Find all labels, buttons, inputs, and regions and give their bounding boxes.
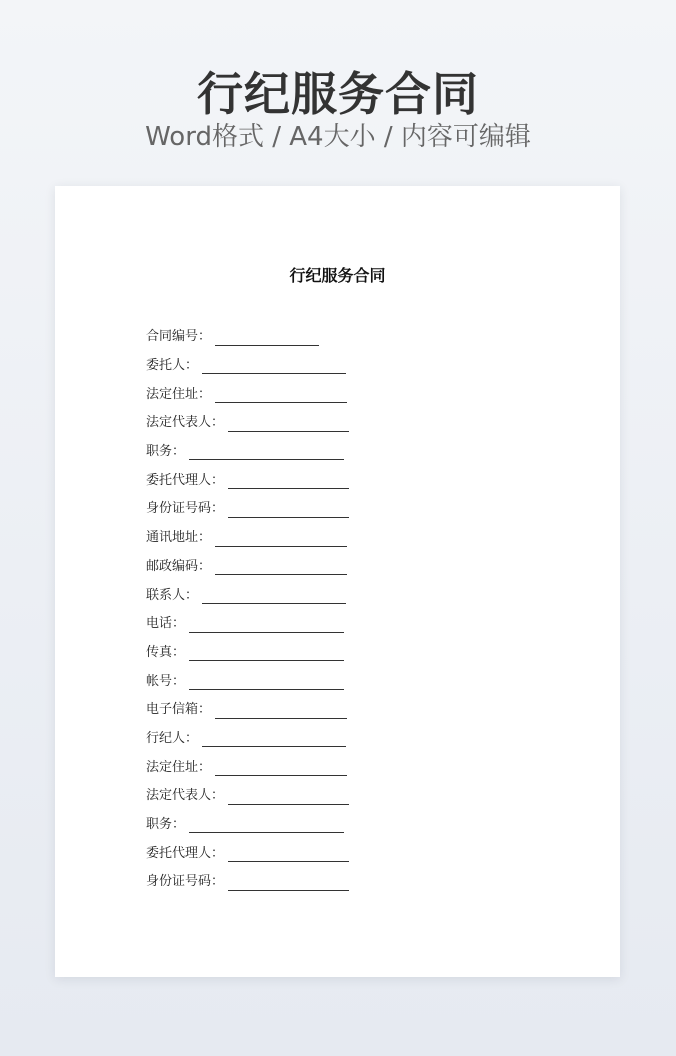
field-label: 邮政编码： bbox=[146, 558, 212, 574]
document-title: 行纪服务合同 bbox=[289, 266, 386, 285]
page-subtitle: Word格式 / A4大小 / 内容可编辑 bbox=[145, 122, 531, 152]
blank-line[interactable] bbox=[228, 890, 349, 891]
field-principal bbox=[146, 352, 349, 381]
blank-line[interactable] bbox=[215, 546, 347, 547]
blank-line[interactable] bbox=[228, 488, 349, 489]
blank-line[interactable] bbox=[228, 517, 349, 518]
field-label: 合同编号： bbox=[146, 329, 212, 345]
field-label: 电话： bbox=[146, 616, 186, 632]
page-title: 行纪服务合同 bbox=[197, 67, 479, 121]
blank-line[interactable] bbox=[189, 632, 344, 633]
field-broker bbox=[146, 725, 349, 754]
field-label: 联系人： bbox=[146, 587, 199, 603]
field-label: 法定代表人： bbox=[146, 415, 225, 431]
blank-line[interactable] bbox=[189, 660, 344, 661]
blank-line[interactable] bbox=[228, 804, 349, 805]
field-label: 职务： bbox=[146, 444, 186, 460]
field-label: 行纪人： bbox=[146, 730, 199, 746]
blank-line[interactable] bbox=[215, 718, 347, 719]
field-label: 身份证号码： bbox=[146, 501, 225, 517]
field-authorized-agent bbox=[146, 466, 349, 495]
field-legal-address bbox=[146, 380, 349, 409]
field-label: 电子信箱： bbox=[146, 702, 212, 718]
field-id-number-2 bbox=[146, 868, 349, 897]
field-id-number bbox=[146, 495, 349, 524]
blank-line[interactable] bbox=[189, 459, 344, 460]
blank-line[interactable] bbox=[202, 603, 346, 604]
field-label: 通讯地址： bbox=[146, 530, 212, 546]
field-label: 委托代理人： bbox=[146, 472, 225, 488]
field-legal-address-2 bbox=[146, 753, 349, 782]
field-phone bbox=[146, 610, 349, 639]
field-contact-person bbox=[146, 581, 349, 610]
field-account bbox=[146, 667, 349, 696]
blank-line[interactable] bbox=[202, 373, 346, 374]
blank-line[interactable] bbox=[215, 574, 347, 575]
field-mailing-address bbox=[146, 524, 349, 553]
field-label: 帐号： bbox=[146, 673, 186, 689]
blank-line[interactable] bbox=[215, 775, 347, 776]
field-label: 职务： bbox=[146, 817, 186, 833]
form-fields bbox=[146, 323, 349, 897]
field-label: 传真： bbox=[146, 644, 186, 660]
blank-line[interactable] bbox=[215, 345, 319, 346]
field-contract-number bbox=[146, 323, 349, 352]
field-email bbox=[146, 696, 349, 725]
field-fax bbox=[146, 639, 349, 668]
blank-line[interactable] bbox=[215, 402, 347, 403]
blank-line[interactable] bbox=[189, 832, 344, 833]
document-page bbox=[55, 186, 620, 977]
field-legal-representative bbox=[146, 409, 349, 438]
field-authorized-agent-2 bbox=[146, 839, 349, 868]
blank-line[interactable] bbox=[189, 689, 344, 690]
field-label: 身份证号码： bbox=[146, 874, 225, 890]
field-legal-representative-2 bbox=[146, 782, 349, 811]
blank-line[interactable] bbox=[202, 746, 346, 747]
field-label: 法定代表人： bbox=[146, 788, 225, 804]
field-position-2 bbox=[146, 811, 349, 840]
field-label: 委托人： bbox=[146, 358, 199, 374]
blank-line[interactable] bbox=[228, 431, 349, 432]
field-postal-code bbox=[146, 553, 349, 582]
field-label: 法定住址： bbox=[146, 386, 212, 402]
field-label: 法定住址： bbox=[146, 759, 212, 775]
field-label: 委托代理人： bbox=[146, 845, 225, 861]
field-position bbox=[146, 438, 349, 467]
blank-line[interactable] bbox=[228, 861, 349, 862]
